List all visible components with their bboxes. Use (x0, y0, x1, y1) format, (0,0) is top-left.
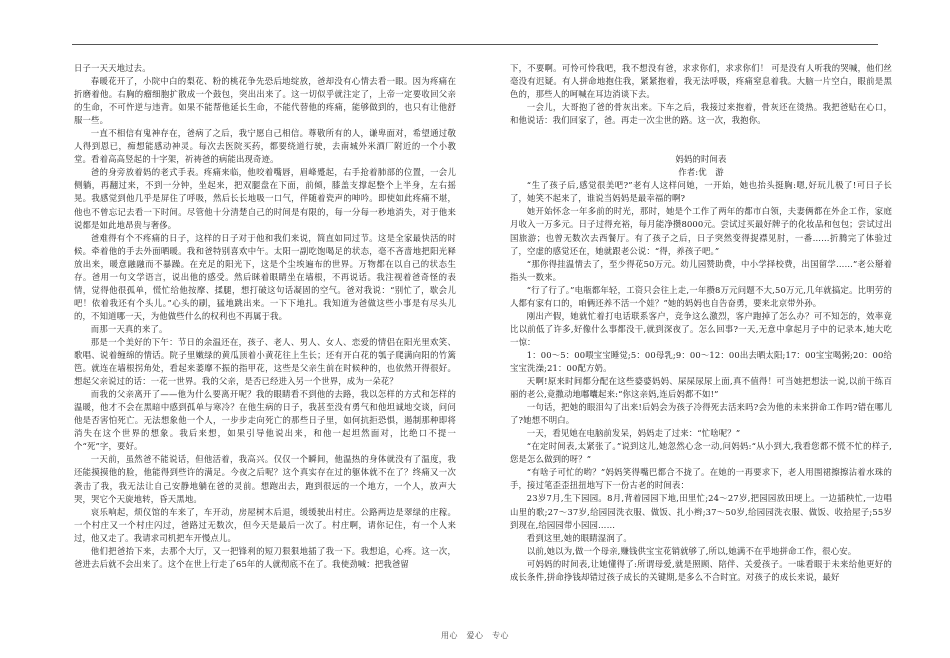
paragraph: 1：00～5：00喂宝宝睡觉;5：00母乳;9：00～12：00出去晒太阳;17：00宝宝喝粥;20：00给宝宝洗澡;21：00配方奶。 (510, 349, 892, 373)
paragraph: 他们把爸抬下来，去那个大厅，又一把锋利的短刀狠狠地插了我一下。我想追，心疼。这一次，爸进去后就不会出来了。这个在世上行走了65年的人就彻底不在了。我使劲喊：把我爸留 (74, 545, 456, 569)
paragraph: 23岁7月,生下园园。8月,背着园园下地,田里忙;24～27岁,把园园放田埂上。一边插秧忙,一边唱山里的歌;27～37岁,给园园洗衣服、做饭、扎小辫;37～50岁,给园园洗衣服、做饭、收拾屋子;55岁到现在,给园园带小园园…… (510, 493, 892, 530)
paragraph: 一天，看见她在电脑前发呆，妈妈走了过来：“忙啥呢？” (526, 428, 741, 439)
paragraph: “那你得挂温情去了，至少得花50万元。幼儿园赞助费，中小学择校费，出国留学……”老公掰着指头一数来。 (510, 258, 892, 282)
paragraph: 哀乐响起，烦仪馆的车来了，车开动，房屋树木后退，缓缓驶出村庄。公路两边是翠绿的庄稼。一个村庄又一个村庄闪过，爸路过无数次，但今天是最后一次了。村庄啊，请你记住，有一个人来过，他又走了。我请求司机把车开慢点儿。 (74, 506, 456, 543)
paragraph: 一句话，把她的眼泪勾了出来!后妈会为孩子冷得死去活来吗?会为他的未来拼命工作吗?错在哪儿了?她想不明白。 (510, 402, 892, 426)
paragraph: “生了孩子后,感觉很美吧?”老有人这样问她，一开始，她也抬头挺胸:嗯,好玩儿极了!可日子长了，她笑不起来了，谁说当妈妈是最幸福的啊? (510, 180, 892, 204)
paragraph: 日子一天天地过去。 (74, 63, 151, 73)
story-title: 妈妈的时间表 (675, 154, 727, 165)
right-column (510, 62, 892, 584)
paragraph: 下，不要啊。可怜可怜我吧，我不想没有爸，求求你们，求求你们！ 可是没有人听我的哭喊，他们丝毫没有迟疑。有人拼命地抱住我，紧紧抱着，我无法呼吸，疼痛窒息着我。大脑一片空白，眼前是黑色的，那些人的呵喊在耳边消谈下去。 (510, 63, 892, 100)
paragraph: “在定时间表,太紧张了。”说到这儿,她忽然心念一动,问妈妈:“从小到大,我看您都不慌不忙的样子,您是怎么做到的呀？” (510, 441, 892, 465)
paragraph: 天啊!原来时间都分配在这些婆婆妈妈、屎屎尿尿上面,真不值得！可当她把想法一说,以前干练百丽的老公,竟撒动地嘟囔起来:“你这亲妈,连后妈都不如!” (510, 376, 892, 400)
paragraph: “行了行了。”电瓶都年轻，工资只会往上走,一年攒8万元问题不大,50万元,几年就搞定。比明劳的人都有家有口的，咱俩还养不活一个娃？”她的妈妈也自告奋勇，要来北京带外孙。 (510, 284, 892, 308)
page-footer: 用心 爱心 专心 (441, 631, 509, 640)
paragraph: 那是一个美好的下午：节日的余温还在，孩子、老人、男人、女人、恋爱的情侣在阳光里欢笑、歌唱、说着缠绵的情话。院子里嫩绿的黄瓜顶着小黄花往上生长；还有开白花的瓠子爬满向阳的竹篱笆。就连在墙根拐角处，看起来萎靡不振的指甲花，这些是父亲生前在时候种的，也依然开得很好。想起父亲说过的话：一花一世界。我的父亲，是否已经进入另一个世界，成为一朵花？ (74, 336, 456, 387)
paragraph: 爸的身旁放着妈的老式手表。疼痛来临，他咬着嘴唇，眉峰蹙起，右手抢着肺部的位置，一会儿侧躺，再翻过来，不到一分钟，坐起来，把双腿盘在下面，前倾，膝盖支撑起整个上半身，左右摇晃。我感觉到他几乎是屏住了呼吸，然后长长地吸一口气，伴随着瓷声的呻吟。即使如此疼痛不堪，他也不曾忘记去看一下时间。尽管他十分清楚自己的时间是有限的，每一分每一秒地消失，对于他来说都是如此地昂贵与奢侈。 (74, 167, 456, 230)
header-rule (72, 44, 878, 45)
paragraph: 看到这里,她的眼睛湿润了。 (526, 532, 632, 543)
paragraph: 爸难得有个不疼痛的日子，这样的日子对于他和我们来说，简直如同过节。这是全家最快活的时候。牵着他的手去外面晒暖。我和爸特别喜欢中午。太阳一副吃饱喝足的状态，毫不吝啬地把阳光释放出来，暖意融融而不暴躁。在充足的阳光下，这是个尘埃遍布的世界。万物都在以自己的状态生存。爸用一句文学语言，说出他的感受。然后眯着眼睛坐在墙根，不再说话。我注视着爸奇怪的表情，觉得他很孤单，慌忙给他按摩、揉腿，想打破这句话凝固的空气。爸对我说：“别忙了，歇会儿吧！依着我还有个头儿。”心头的刷，猛地跳出来。一下下地扎。我知道为爸做这些小事是有尽头儿的，不知道哪一天，为他做些什么的权利也不再属于我。 (74, 232, 456, 321)
paragraph: 而我的父亲离开了——他为什么要离开呢？我的眼睛看不到他的去路，我以怎样的方式和怎样的温暖，他才不会在黑暗中感到孤单与寒冷？在他生病的日子，我甚至没有勇气和他坦诚地交谈，问问他是否害怕死亡。无法想象他一个人，一步步走向死亡的那些日子里，如何抗拒恐惧，遏制那种即将消失在这个世界的想象。我后来想，如果引导他说出来，和他一起坦然面对，比绝口不提一个“死”字，要好。 (74, 389, 456, 452)
paragraph: “有啥子可忙的哟？”妈妈笑得嘴巴都合不拢了。在她的一再要求下，老人用围裙擦擦沾着水珠的手，接过笔歪歪扭扭地写下一份古老的时间表： (510, 467, 892, 491)
paragraph: 一天前，虽然爸不能说话，但他活着，我高兴。仅仅一个瞬间，他温热的身体就没有了温度，我还能摸摸他的脸，他能得到些许的满足。今夜之后呢？这个真实存在过的躯体就不在了？终痛又一次袭击了我，我无法让自己安静地躺在爸的灵前。想跑出去，跑到很远的一个地方，一个人，放声大哭，哭它个天旋地转，昏天黑地。 (74, 454, 456, 504)
paragraph: 一会儿，大哥抱了爸的骨灰出来。下车之后，我接过来抱着，骨灰还在烫热。我把爸贴在心口，和他说话：我们回家了，爸。再走一次尘世的路。这一次，我抱你。 (510, 102, 892, 126)
paragraph: 她开始怀念一年多前的时光，那时，她是个工作了两年的都市白领，夫妻俩都在外企工作，家庭月收入一万多元。日子过得充裕，每月能净攒8000元。尝试过买最好牌子的化妆品和包包；尝试过出国旅游；也曾无数次去西餐厅。有了孩子之后，日子突然变得捉襟见肘，一番……折腾完了体验过了，空虚的感觉还在，她就跟老公说：“得，养孩子吧。” (510, 206, 892, 256)
paragraph: 一直不相信有鬼神存在，爸病了之后，我宁愿自己相信。尊敬所有的人，谦卑面对，希望通过敬人得到恩已，痴想能感动神灵。每次去医院买药，都要绕道行驶，去南城外米酒厂附近的一个小教堂。看着高高竖起的十字架，祈祷爸的病能出现奇迹。 (74, 128, 456, 165)
paragraph: 刚出产假，她就忙着打电话联系客户，竞争这么激烈，客户跑掉了怎么办？可不知怎的，效率竟比以前低了许多,好像什么事都没干,就到深夜了。怎么回事?一天,无意中拿起月子中的记录本,她大吃一惊： (510, 310, 892, 347)
paragraph: 春暖花开了，小院中白的梨花、粉的桃花争先恐后地绽放，爸却没有心情去看一眼。因为疼痛在折磨着他。右胸的瘤细胞扩散成一个鼓包，突出出来了。这一切似乎就注定了，上帝一定要收回父亲的生命，不可忤逆与违背。如果不能帮他延长生命，不能代替他的疼痛，能够做到的，也只有让他舒服一些。 (74, 76, 456, 126)
left-column (74, 62, 456, 571)
story-author: 作者:优 游 (678, 167, 724, 178)
paragraph: 以前,她以为,做一个母亲,赚钱供宝宝花销就够了,所以,她满不在乎地拼命工作，很心安。 (526, 545, 857, 556)
paragraph: 而那一天真的来了。 (90, 323, 168, 334)
paragraph: 可妈妈的时间表,让她懂得了:所谓母爱,就是照顾、陪伴、关爱孩子。一味看眼于未来给他更好的成长条件,拼命挣钱却错过孩子成长的关键期,是多么不合时宜。对孩子的成长来说，最好 (510, 558, 892, 582)
